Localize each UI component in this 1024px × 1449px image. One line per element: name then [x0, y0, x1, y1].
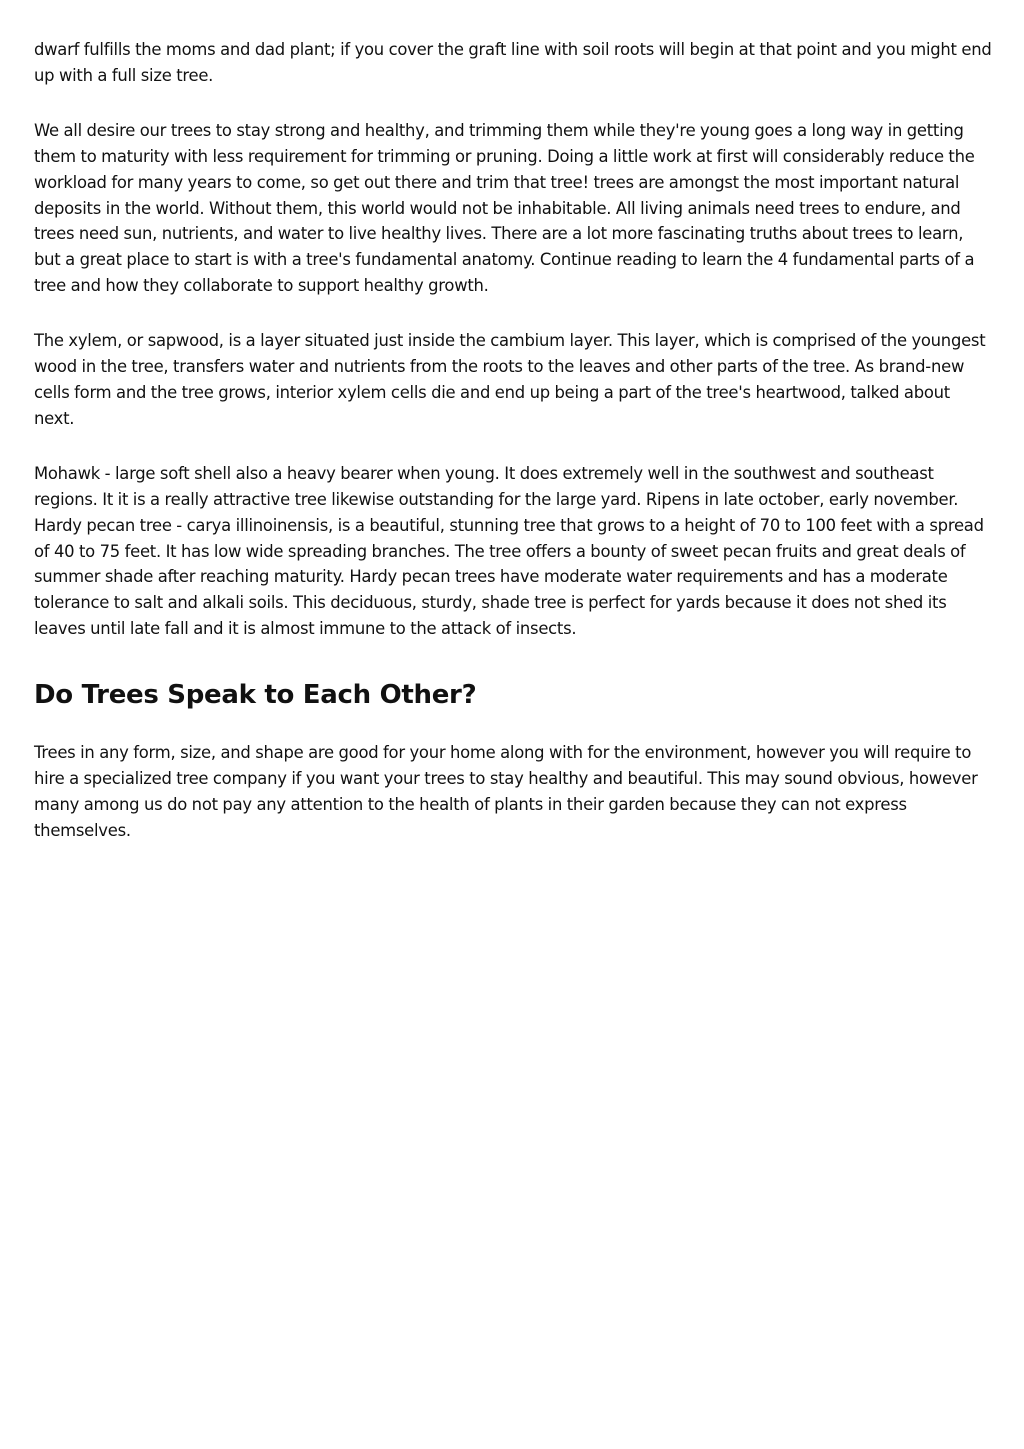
paragraph-graft-line: dwarf fulfills the moms and dad plant; if you cover the graft line with soil roots will begin at that point and you might end up with a full size tree. — [34, 40, 992, 85]
paragraph-xylem: The xylem, or sapwood, is a layer situated just inside the cambium layer. This layer, which is comprised of the youngest wood in the tree, transfers water and nutrients from the roots to the leaves and other parts of the tree. As brand-new cells form and the tree grows, interior xylem cells die and end up being a part of the tree's heartwood, talked about next. — [34, 331, 986, 428]
document-body — [34, 37, 992, 873]
section-heading: Do Trees Speak to Each Other? — [34, 680, 477, 711]
paragraph-mohawk-pecan: Mohawk - large soft shell also a heavy bearer when young. It does extremely well in the southwest and southeast regions. It it is a really attractive tree likewise outstanding for the large yard. Ripens in late october, early november. Hardy pecan tree - carya illinoinensis, is a beautiful, stunning tree that grows to a height of 70 to 100 feet with a spread of 40 to 75 feet. It has low wide spreading branches. The tree offers a bounty of sweet pecan fruits and great deals of summer shade after reaching maturity. Hardy pecan trees have moderate water requirements and has a moderate tolerance to salt and alkali soils. This deciduous, sturdy, shade tree is perfect for yards because it does not shed its leaves until late fall and it is almost immune to the attack of insects. — [34, 463, 984, 639]
paragraph-tree-trimming: We all desire our trees to stay strong and healthy, and trimming them while they're young goes a long way in getting them to maturity with less requirement for trimming or pruning. Doing a little work at first will considerably reduce the workload for many years to come, so get out there and trim that tree! trees are amongst the most important natural deposits in the world. Without them, this world would not be inhabitable. All living animals need trees to endure, and trees need sun, nutrients, and water to live healthy lives. There are a lot more fascinating truths about trees to learn, but a great place to start is with a tree's fundamental anatomy. Continue reading to learn the 4 fundamental parts of a tree and how they collaborate to support healthy growth. — [34, 120, 975, 296]
paragraph-tree-company: Trees in any form, size, and shape are good for your home along with for the environment, however you will require to hire a specialized tree company if you want your trees to stay healthy and beautiful. This may sound obvious, however many among us do not pay any attention to the health of plants in their garden because they can not express themselves. — [34, 743, 978, 840]
